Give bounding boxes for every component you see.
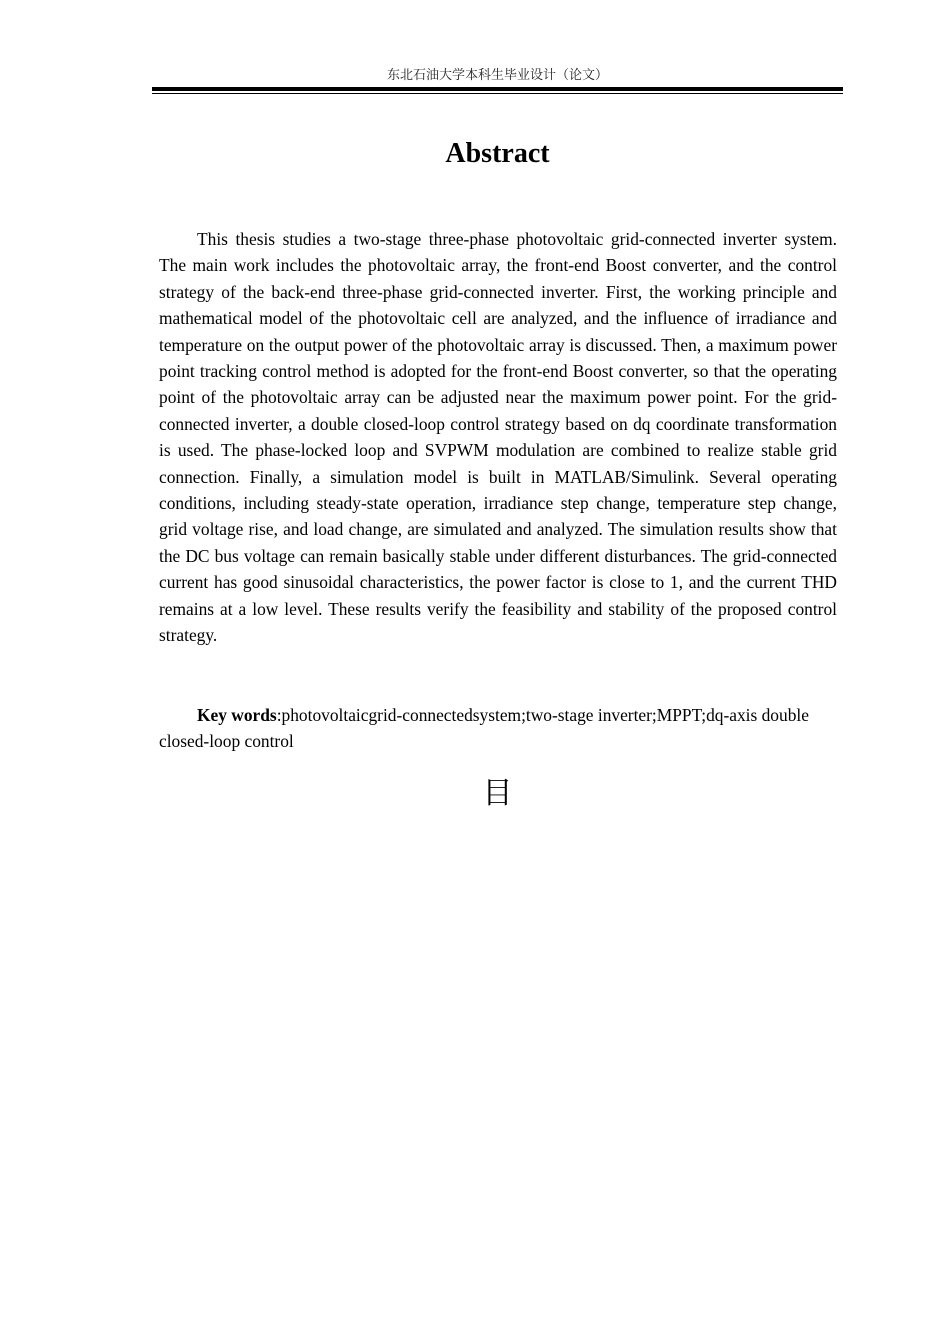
abstract-body: This thesis studies a two-stage three-phase photovoltaic grid-connected inverter system. The main work includes the photovoltaic array, the front-end Boost converter, and the control strategy of the back-end three-phase grid-connected inverter. First, the working principle and mathematical model of the photovoltaic cell are analyzed, and the influence of irradiance and temperature on the output power of the photovoltaic array is discussed. Then, a maximum power point tracking control method is adopted for the front-end Boost converter, so that the operating point of the photovoltaic array can be adjusted near the maximum power point. For the grid-connected inverter, a double closed-loop control strategy based on dq coordinate transformation is used. The phase-locked loop and SVPWM modulation are combined to realize stable grid connection. Finally, a simulation model is built in MATLAB/Simulink. Several operating conditions, including steady-state operation, irradiance step change, temperature step change, grid voltage rise, and load change, are simulated and analyzed. The simulation results show that the DC bus voltage can remain basically stable under different disturbances. The grid-connected current has good sinusoidal characteristics, the power factor is close to 1, and the current THD remains at a low level. These results verify the feasibility and stability of the proposed control strategy. — [159, 229, 837, 646]
keywords-text: :photovoltaicgrid-connectedsystem;two-stage inverter;MPPT;dq-axis double closed-loop control — [159, 705, 809, 752]
keywords-label: Key words — [197, 705, 277, 725]
abstract-title: Abstract — [445, 138, 550, 169]
toc-heading: 目 — [482, 776, 513, 811]
header-rule-thick — [152, 87, 843, 91]
keywords-paragraph — [159, 702, 837, 755]
running-header: 东北石油大学本科生毕业设计（论文） — [386, 68, 608, 83]
header-rule-thin — [152, 93, 843, 94]
